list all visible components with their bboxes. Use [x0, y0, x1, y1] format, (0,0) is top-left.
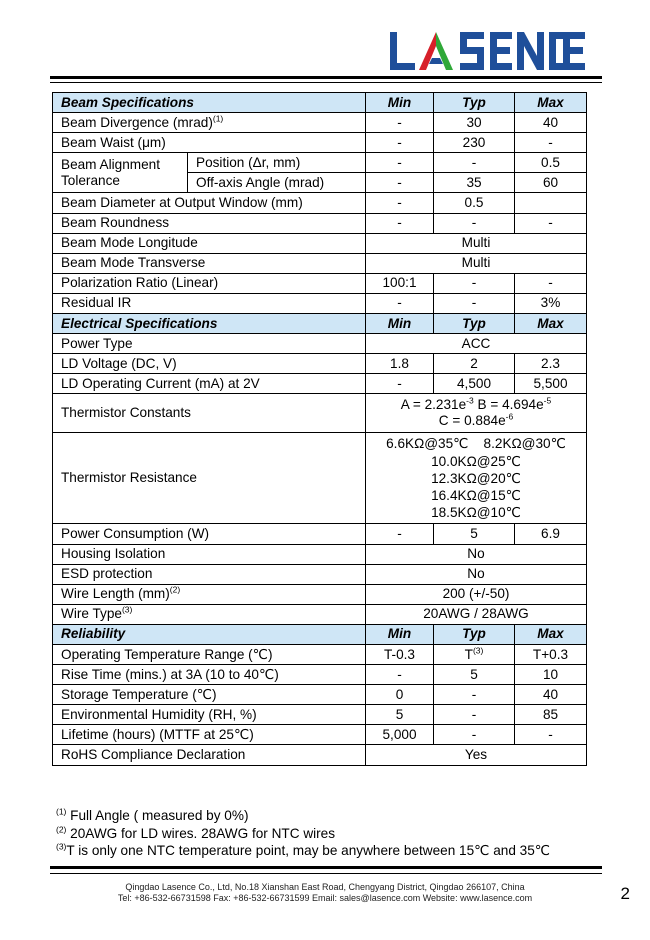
max-value: 40: [515, 685, 587, 705]
min-value: 1.8: [366, 354, 434, 374]
row-label: Beam Mode Transverse: [53, 253, 366, 273]
min-header: Min: [366, 93, 434, 113]
max-value: T+0.3: [515, 644, 587, 664]
row-label: Beam Diameter at Output Window (mm): [53, 193, 366, 213]
merged-value: No: [366, 564, 587, 584]
merged-value: 200 (+/-50): [366, 584, 587, 604]
row-label: Rise Time (mins.) at 3A (10 to 40℃): [53, 665, 366, 685]
table-row: [53, 665, 587, 685]
row-sublabel: Position (Δr, mm): [188, 153, 366, 173]
page-number: 2: [620, 884, 630, 903]
footer-contact-info: Tel: +86-532-66731598 Fax: +86-532-66731599 Email: sales@lasence.com Website: www.lasence.com: [117, 893, 533, 903]
typ-value: -: [434, 685, 515, 705]
company-logo: [388, 30, 588, 72]
row-label: Wire Length (mm)$^{(2)}$: [53, 584, 366, 604]
min-value: -: [366, 153, 434, 173]
footnotes: [56, 807, 550, 860]
merged-value: 20AWG / 28AWG: [366, 604, 587, 624]
typ-value: 0.5: [434, 193, 515, 213]
max-value: 60: [515, 173, 587, 193]
table-row: [53, 354, 587, 374]
max-value: 0.5: [515, 153, 587, 173]
row-sublabel: Off-axis Angle (mrad): [188, 173, 366, 193]
row-label: Thermistor Constants: [53, 394, 366, 433]
min-value: -: [366, 293, 434, 313]
row-label: LD Voltage (DC, V): [53, 354, 366, 374]
table-row: [53, 113, 587, 133]
table-row: [53, 374, 587, 394]
table-row: [53, 745, 587, 765]
min-value: 0: [366, 685, 434, 705]
typ-value: -: [434, 153, 515, 173]
row-label: Lifetime (hours) (MTTF at 25℃): [53, 725, 366, 745]
max-value: 10: [515, 665, 587, 685]
max-value: -: [515, 213, 587, 233]
merged-value: Multi: [366, 253, 587, 273]
row-label: Beam Alignment Tolerance: [53, 153, 188, 193]
table-row: [53, 725, 587, 745]
typ-value: -: [434, 293, 515, 313]
min-value: -: [366, 113, 434, 133]
table-row: [53, 153, 587, 173]
typ-header: Typ: [434, 314, 515, 334]
table-row: [53, 273, 587, 293]
row-label: Residual IR: [53, 293, 366, 313]
max-header: Max: [515, 314, 587, 334]
typ-value: 35: [434, 173, 515, 193]
max-header: Max: [515, 624, 587, 644]
table-row: [53, 193, 587, 213]
table-row: [53, 233, 587, 253]
row-label: Storage Temperature (℃): [53, 685, 366, 705]
merged-value: ACC: [366, 334, 587, 354]
thermistor-resistance-value: 6.6KΩ@35℃ 8.2KΩ@30℃ 10.0KΩ@25℃ 12.3KΩ@20℃ 16.4KΩ@15℃ 18.5KΩ@10℃: [366, 433, 587, 524]
row-label: Thermistor Resistance: [53, 433, 366, 524]
table-row: [53, 334, 587, 354]
row-label: Operating Temperature Range (℃): [53, 644, 366, 664]
max-value: -: [515, 133, 587, 153]
table-row: [53, 253, 587, 273]
max-value: -: [515, 273, 587, 293]
merged-value: Multi: [366, 233, 587, 253]
table-row: [53, 584, 587, 604]
row-label: Environmental Humidity (RH, %): [53, 705, 366, 725]
min-value: T-0.3: [366, 644, 434, 664]
electrical-spec-header-row: [53, 314, 587, 334]
table-row: [53, 433, 587, 524]
typ-header: Typ: [434, 624, 515, 644]
max-value: 85: [515, 705, 587, 725]
row-label: RoHS Compliance Declaration: [53, 745, 366, 765]
min-value: 5: [366, 705, 434, 725]
min-value: -: [366, 173, 434, 193]
typ-value: 5: [434, 665, 515, 685]
typ-value: $T^{(3)}$: [434, 644, 515, 664]
min-header: Min: [366, 624, 434, 644]
row-label: ESD protection: [53, 564, 366, 584]
max-value: -: [515, 725, 587, 745]
table-row: [53, 213, 587, 233]
row-label: Beam Mode Longitude: [53, 233, 366, 253]
typ-value: 230: [434, 133, 515, 153]
max-value: 3%: [515, 293, 587, 313]
min-value: 100:1: [366, 273, 434, 293]
max-value: 6.9: [515, 524, 587, 544]
row-label: Housing Isolation: [53, 544, 366, 564]
row-label: LD Operating Current (mA) at 2V: [53, 374, 366, 394]
typ-value: -: [434, 213, 515, 233]
row-label: Wire Type$^{(3)}$: [53, 604, 366, 624]
table-row: [53, 705, 587, 725]
specifications-table: [52, 92, 587, 766]
typ-value: -: [434, 273, 515, 293]
max-header: Max: [515, 93, 587, 113]
table-row: [53, 685, 587, 705]
table-row: [53, 133, 587, 153]
row-label: Beam Roundness: [53, 213, 366, 233]
typ-value: 30: [434, 113, 515, 133]
table-row: [53, 644, 587, 664]
table-row: [53, 544, 587, 564]
typ-value: 2: [434, 354, 515, 374]
merged-value: Yes: [366, 745, 587, 765]
footer-divider-thin: [50, 873, 602, 874]
table-row: [53, 293, 587, 313]
max-value: 40: [515, 113, 587, 133]
min-value: -: [366, 213, 434, 233]
footer-divider-thick: [50, 866, 602, 869]
min-value: -: [366, 133, 434, 153]
typ-value: 5: [434, 524, 515, 544]
max-value: 2.3: [515, 354, 587, 374]
merged-value: No: [366, 544, 587, 564]
max-value: [515, 193, 587, 213]
typ-value: 4,500: [434, 374, 515, 394]
typ-value: -: [434, 705, 515, 725]
table-row: [53, 564, 587, 584]
footnote: $^{(1)}$ Full Angle ( measured by 0%): [56, 806, 249, 823]
min-value: 5,000: [366, 725, 434, 745]
table-row: [53, 604, 587, 624]
beam-spec-header-row: [53, 93, 587, 113]
min-value: -: [366, 374, 434, 394]
typ-header: Typ: [434, 93, 515, 113]
reliability-header-row: [53, 624, 587, 644]
table-row: [53, 394, 587, 433]
min-value: -: [366, 193, 434, 213]
footnote: $^{(2)}$ 20AWG for LD wires. 28AWG for NTC wires: [56, 823, 336, 841]
electrical-spec-header: Electrical Specifications: [53, 314, 366, 334]
footer-contact: [0, 882, 650, 904]
row-label: Beam Waist (μm): [53, 133, 366, 153]
row-label: Power Type: [53, 334, 366, 354]
row-label: Beam Divergence (mrad)$^{(1)}$: [53, 113, 366, 133]
beam-spec-header: Beam Specifications: [53, 93, 366, 113]
typ-value: -: [434, 725, 515, 745]
table-row: [53, 524, 587, 544]
min-value: -: [366, 524, 434, 544]
header-divider-thick: [50, 76, 602, 79]
min-value: -: [366, 665, 434, 685]
min-header: Min: [366, 314, 434, 334]
reliability-header: Reliability: [53, 624, 366, 644]
thermistor-constants-value: $A = 2.231e^{-3}$ $B = 4.694e^{-5}$ $C = 0.884e^{-6}$: [366, 394, 587, 433]
footer-address: Qingdao Lasence Co., Ltd, No.18 Xianshan East Road, Chengyang District, Qingdao 266107, China: [125, 882, 525, 892]
row-label: Power Consumption (W): [53, 524, 366, 544]
row-label: Polarization Ratio (Linear): [53, 273, 366, 293]
footnote: $^{(3)}$T is only one NTC temperature point, may be anywhere between 15℃ and 35℃: [56, 841, 551, 858]
header-divider-thin: [50, 82, 602, 83]
max-value: 5,500: [515, 374, 587, 394]
